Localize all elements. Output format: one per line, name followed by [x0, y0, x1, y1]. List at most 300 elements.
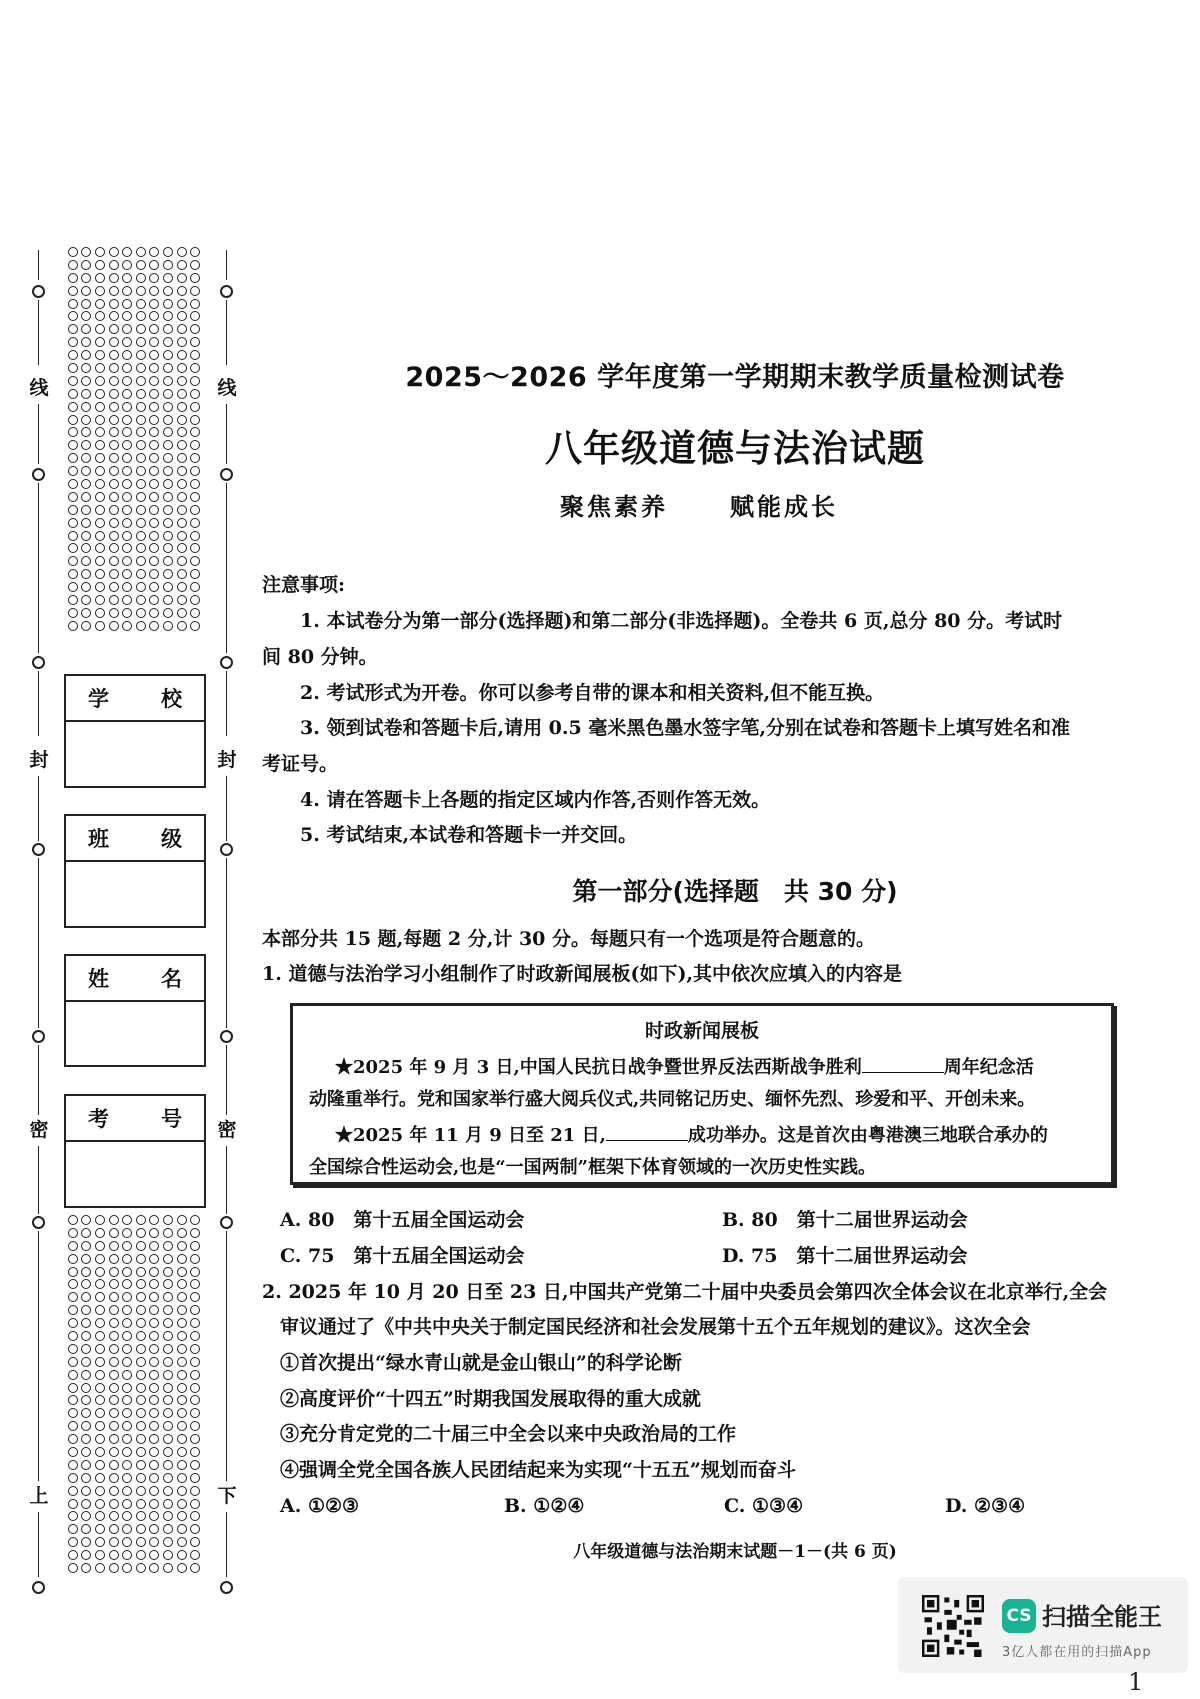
decorative-dot	[122, 350, 132, 360]
decorative-dot	[81, 1408, 91, 1418]
decorative-dot	[68, 299, 78, 309]
decorative-dot	[190, 273, 200, 283]
decorative-dot	[68, 543, 78, 553]
decorative-dot	[109, 1331, 119, 1341]
decorative-dot	[149, 505, 159, 515]
decorative-dot	[149, 479, 159, 489]
notice-title: 注意事项:	[262, 574, 346, 596]
decorative-dot	[109, 1228, 119, 1238]
camscanner-name: 扫描全能王	[1042, 1603, 1162, 1631]
decorative-dot	[136, 324, 146, 334]
decorative-dot	[177, 1499, 187, 1509]
decorative-dot	[68, 260, 78, 270]
decorative-dot	[163, 1395, 173, 1405]
decorative-dot	[109, 1486, 119, 1496]
decorative-dot	[68, 1370, 78, 1380]
binding-circle	[32, 1581, 45, 1594]
decorative-dot	[163, 531, 173, 541]
decorative-dot	[68, 324, 78, 334]
decorative-dot	[136, 1395, 146, 1405]
exam-number-field[interactable]	[64, 1094, 206, 1208]
decorative-dot	[68, 1460, 78, 1470]
decorative-dot	[95, 1305, 105, 1315]
decorative-dot	[163, 453, 173, 463]
decorative-dot	[81, 324, 91, 334]
decorative-dot	[190, 479, 200, 489]
decorative-dot	[95, 595, 105, 605]
binding-circle	[32, 656, 45, 669]
decorative-dot	[177, 1318, 187, 1328]
decorative-dot	[190, 1305, 200, 1315]
decorative-dot	[190, 608, 200, 618]
q1-option-c[interactable]: C. 75 第十五届全国运动会	[280, 1245, 525, 1267]
decorative-dot	[109, 621, 119, 631]
binding-line	[38, 1231, 39, 1481]
decorative-dot	[149, 1473, 159, 1483]
decorative-dot	[149, 453, 159, 463]
decorative-dot	[81, 518, 91, 528]
decorative-dot	[95, 1344, 105, 1354]
decorative-dot	[163, 1486, 173, 1496]
decorative-dot	[95, 273, 105, 283]
decorative-dot	[95, 363, 105, 373]
q1-option-d[interactable]: D. 75 第十二届世界运动会	[722, 1245, 968, 1267]
decorative-dot	[163, 1563, 173, 1573]
decorative-dot	[136, 427, 146, 437]
decorative-dot	[122, 273, 132, 283]
decorative-dot	[177, 324, 187, 334]
decorative-dot	[177, 1434, 187, 1444]
decorative-dot	[163, 1434, 173, 1444]
decorative-dot	[68, 311, 78, 321]
decorative-dot	[136, 466, 146, 476]
binding-circle	[220, 1581, 233, 1594]
decorative-dot	[95, 1524, 105, 1534]
decorative-dot	[122, 299, 132, 309]
decorative-dot	[177, 479, 187, 489]
decorative-dot	[177, 1267, 187, 1277]
decorative-dot	[136, 479, 146, 489]
binding-line	[226, 776, 227, 841]
binding-line	[38, 483, 39, 653]
notice-line-3: 3. 领到试卷和答题卡后,请用 0.5 毫米黑色墨水签字笔,分别在试卷和答题卡上填写姓名和准	[300, 717, 1070, 739]
decorative-dot	[136, 1215, 146, 1225]
decorative-dot	[122, 1434, 132, 1444]
decorative-dot	[190, 260, 200, 270]
decorative-dot	[136, 415, 146, 425]
decorative-dot	[68, 1447, 78, 1457]
decorative-dot	[81, 299, 91, 309]
q1-option-a[interactable]: A. 80 第十五届全国运动会	[280, 1209, 525, 1231]
decorative-dot	[122, 376, 132, 386]
decorative-dot	[122, 1215, 132, 1225]
decorative-dot	[149, 1421, 159, 1431]
decorative-dot	[149, 1331, 159, 1341]
decorative-dot	[95, 621, 105, 631]
binding-char-xia: 下	[217, 1485, 237, 1507]
decorative-dot	[95, 350, 105, 360]
decorative-dot	[149, 440, 159, 450]
decorative-dot	[109, 1370, 119, 1380]
decorative-dot	[177, 363, 187, 373]
decorative-dot	[177, 518, 187, 528]
q2-item-3: ③充分肯定党的二十届三中全会以来中央政治局的工作	[280, 1423, 737, 1445]
decorative-dot	[149, 1267, 159, 1277]
decorative-dot	[190, 337, 200, 347]
decorative-dot	[163, 1408, 173, 1418]
decorative-dot	[95, 1499, 105, 1509]
section-intro: 本部分共 15 题,每题 2 分,计 30 分。每题只有一个选项是符合题意的。	[262, 928, 876, 950]
decorative-dot	[163, 363, 173, 373]
school-label-a: 学	[88, 686, 109, 711]
decorative-dot	[190, 1537, 200, 1547]
decorative-dot	[109, 1215, 119, 1225]
decorative-dot	[136, 492, 146, 502]
decorative-dot	[122, 1331, 132, 1341]
decorative-dot	[136, 1228, 146, 1238]
decorative-dot	[136, 569, 146, 579]
decorative-dot	[177, 1383, 187, 1393]
decorative-dot	[68, 518, 78, 528]
decorative-dot	[81, 531, 91, 541]
decorative-dot	[68, 595, 78, 605]
decorative-dot	[136, 1331, 146, 1341]
decorative-dot	[163, 1473, 173, 1483]
decorative-dot	[68, 621, 78, 631]
decorative-dot-grid	[66, 247, 202, 631]
decorative-dot	[81, 1279, 91, 1289]
decorative-dot	[68, 1344, 78, 1354]
decorative-dot	[149, 531, 159, 541]
decorative-dot	[136, 260, 146, 270]
decorative-dot	[68, 1511, 78, 1521]
decorative-dot	[163, 1241, 173, 1251]
q1-option-b[interactable]: B. 80 第十二届世界运动会	[722, 1209, 968, 1231]
name-label-b: 名	[161, 966, 182, 991]
decorative-dot	[109, 415, 119, 425]
decorative-dot	[122, 311, 132, 321]
decorative-dot	[68, 1305, 78, 1315]
decorative-dot	[149, 569, 159, 579]
decorative-dot	[163, 440, 173, 450]
camscanner-logo-icon: CS	[1002, 1599, 1036, 1633]
decorative-dot	[163, 1370, 173, 1380]
binding-line	[38, 1146, 39, 1214]
decorative-dot	[190, 1383, 200, 1393]
decorative-dot	[136, 1563, 146, 1573]
decorative-dot	[122, 1344, 132, 1354]
decorative-dot	[95, 415, 105, 425]
scanner-watermark	[898, 1577, 1188, 1673]
decorative-dot	[163, 556, 173, 566]
decorative-dot	[177, 492, 187, 502]
decorative-dot	[163, 1331, 173, 1341]
binding-line	[38, 776, 39, 841]
decorative-dot	[109, 1499, 119, 1509]
decorative-dot	[190, 531, 200, 541]
decorative-dot	[149, 556, 159, 566]
decorative-dot	[190, 1511, 200, 1521]
binding-line	[226, 858, 227, 1028]
decorative-dot	[136, 1370, 146, 1380]
decorative-dot	[95, 247, 105, 257]
decorative-dot	[68, 1486, 78, 1496]
decorative-dot	[190, 1241, 200, 1251]
decorative-dot	[95, 1434, 105, 1444]
question-1-stem: 1. 道德与法治学习小组制作了时政新闻展板(如下),其中依次应填入的内容是	[262, 963, 903, 985]
binding-circle	[220, 1030, 233, 1043]
decorative-dot	[68, 1383, 78, 1393]
decorative-dot	[177, 1537, 187, 1547]
decorative-dot	[81, 1331, 91, 1341]
decorative-dot	[149, 1460, 159, 1470]
decorative-dot	[136, 1318, 146, 1328]
camscanner-tagline: 3亿人都在用的扫描App	[1002, 1645, 1152, 1660]
decorative-dot	[163, 1305, 173, 1315]
decorative-dot	[109, 453, 119, 463]
decorative-dot	[163, 260, 173, 270]
decorative-dot	[136, 299, 146, 309]
decorative-dot	[81, 389, 91, 399]
decorative-dot	[122, 247, 132, 257]
decorative-dot	[81, 247, 91, 257]
decorative-dot	[109, 505, 119, 515]
decorative-dot	[136, 1524, 146, 1534]
decorative-dot	[122, 1318, 132, 1328]
decorative-dot	[136, 1344, 146, 1354]
decorative-dot	[149, 415, 159, 425]
decorative-dot	[149, 337, 159, 347]
decorative-dot	[68, 569, 78, 579]
binding-char-feng: 封	[217, 749, 237, 771]
binding-circle	[32, 843, 45, 856]
decorative-dot	[109, 1408, 119, 1418]
binding-circle	[220, 285, 233, 298]
decorative-dot	[163, 402, 173, 412]
decorative-dot	[68, 1254, 78, 1264]
decorative-dot	[190, 543, 200, 553]
decorative-dot	[177, 1473, 187, 1483]
decorative-dot	[122, 1486, 132, 1496]
decorative-dot	[95, 1395, 105, 1405]
decorative-dot	[95, 299, 105, 309]
decorative-dot	[95, 531, 105, 541]
decorative-dot	[109, 1421, 119, 1431]
notice-line-3b: 考证号。	[262, 753, 339, 775]
decorative-dot	[163, 1460, 173, 1470]
q2-option-d[interactable]: D. ②③④	[945, 1495, 1026, 1517]
decorative-dot	[163, 1357, 173, 1367]
decorative-dot	[68, 376, 78, 386]
decorative-dot	[149, 595, 159, 605]
decorative-dot	[122, 1395, 132, 1405]
decorative-dot	[95, 453, 105, 463]
binding-line	[226, 250, 227, 280]
decorative-dot	[109, 1305, 119, 1315]
decorative-dot	[95, 1447, 105, 1457]
decorative-dot	[122, 1511, 132, 1521]
decorative-dot	[81, 1370, 91, 1380]
decorative-dot	[190, 1215, 200, 1225]
decorative-dot	[149, 402, 159, 412]
decorative-dot	[136, 1254, 146, 1264]
decorative-dot	[68, 247, 78, 257]
name-field[interactable]	[64, 954, 206, 1067]
decorative-dot	[177, 1331, 187, 1341]
decorative-dot	[81, 582, 91, 592]
decorative-dot	[95, 466, 105, 476]
decorative-dot	[109, 492, 119, 502]
notice-line-1b: 间 80 分钟。	[262, 646, 378, 668]
decorative-dot	[95, 1460, 105, 1470]
decorative-dot	[190, 518, 200, 528]
decorative-dot	[68, 273, 78, 283]
qr-code-icon	[922, 1595, 984, 1657]
decorative-dot	[68, 402, 78, 412]
decorative-dot	[122, 337, 132, 347]
decorative-dot	[163, 518, 173, 528]
q2-option-a[interactable]: A. ①②③	[280, 1495, 360, 1517]
decorative-dot	[149, 621, 159, 631]
decorative-dot	[109, 1254, 119, 1264]
decorative-dot	[109, 1383, 119, 1393]
decorative-dot	[190, 1473, 200, 1483]
decorative-dot	[81, 1228, 91, 1238]
q2-option-b[interactable]: B. ①②④	[504, 1495, 585, 1517]
decorative-dot	[122, 1563, 132, 1573]
binding-char-xian: 线	[217, 377, 237, 399]
binding-line	[38, 1512, 39, 1577]
decorative-dot	[190, 1279, 200, 1289]
decorative-dot	[95, 1267, 105, 1277]
decorative-dot	[122, 492, 132, 502]
decorative-dot	[95, 1292, 105, 1302]
decorative-dot	[163, 273, 173, 283]
decorative-dot	[95, 402, 105, 412]
decorative-dot	[68, 363, 78, 373]
class-field[interactable]	[64, 814, 206, 928]
decorative-dot	[177, 415, 187, 425]
decorative-dot	[149, 376, 159, 386]
decorative-dot	[136, 1447, 146, 1457]
decorative-dot	[68, 1421, 78, 1431]
decorative-dot	[136, 453, 146, 463]
decorative-dot	[81, 1267, 91, 1277]
decorative-dot	[122, 543, 132, 553]
decorative-dot	[177, 311, 187, 321]
decorative-dot	[190, 247, 200, 257]
decorative-dot	[81, 1563, 91, 1573]
exam-number-label-b: 号	[161, 1106, 182, 1131]
decorative-dot	[109, 376, 119, 386]
decorative-dot	[149, 582, 159, 592]
decorative-dot	[190, 299, 200, 309]
decorative-dot	[68, 556, 78, 566]
decorative-dot	[149, 1228, 159, 1238]
decorative-dot	[136, 1305, 146, 1315]
decorative-dot	[109, 389, 119, 399]
decorative-dot	[136, 363, 146, 373]
decorative-dot	[149, 1254, 159, 1264]
decorative-dot	[81, 453, 91, 463]
decorative-dot	[190, 1421, 200, 1431]
decorative-dot	[81, 1486, 91, 1496]
decorative-dot	[163, 1292, 173, 1302]
decorative-dot	[122, 1447, 132, 1457]
decorative-dot	[81, 1421, 91, 1431]
decorative-dot	[190, 311, 200, 321]
binding-circle	[220, 843, 233, 856]
decorative-dot	[95, 543, 105, 553]
notice-line-5: 5. 考试结束,本试卷和答题卡一并交回。	[300, 824, 638, 846]
decorative-dot	[68, 1563, 78, 1573]
decorative-dot	[109, 247, 119, 257]
decorative-dot	[109, 440, 119, 450]
decorative-dot	[68, 389, 78, 399]
decorative-dot	[177, 1228, 187, 1238]
decorative-dot	[68, 1473, 78, 1483]
decorative-dot	[109, 350, 119, 360]
decorative-dot	[122, 595, 132, 605]
decorative-dot	[95, 569, 105, 579]
decorative-dot	[68, 1331, 78, 1341]
decorative-dot	[177, 299, 187, 309]
decorative-dot	[122, 582, 132, 592]
decorative-dot	[122, 518, 132, 528]
binding-line	[38, 671, 39, 736]
decorative-dot	[68, 1279, 78, 1289]
decorative-dot	[177, 531, 187, 541]
decorative-dot	[68, 286, 78, 296]
binding-line	[226, 483, 227, 653]
decorative-dot	[109, 569, 119, 579]
decorative-dot	[149, 1215, 159, 1225]
decorative-dot	[109, 402, 119, 412]
decorative-dot	[68, 1267, 78, 1277]
decorative-dot	[190, 415, 200, 425]
decorative-dot	[177, 466, 187, 476]
decorative-dot	[190, 1524, 200, 1534]
decorative-dot	[163, 1537, 173, 1547]
decorative-dot	[109, 1279, 119, 1289]
decorative-dot	[68, 1215, 78, 1225]
decorative-dot	[95, 376, 105, 386]
decorative-dot	[81, 376, 91, 386]
decorative-dot	[149, 1241, 159, 1251]
decorative-dot	[68, 608, 78, 618]
decorative-dot	[190, 1318, 200, 1328]
decorative-dot	[122, 608, 132, 618]
decorative-dot	[149, 1395, 159, 1405]
decorative-dot	[68, 427, 78, 437]
answer-blank-2	[606, 1122, 688, 1141]
decorative-dot	[95, 492, 105, 502]
section-title: 第一部分(选择题 共 30 分)	[572, 877, 898, 906]
news-item-1-cont: 动隆重举行。党和国家举行盛大阅兵仪式,共同铭记历史、缅怀先烈、珍爱和平、开创未来。	[309, 1089, 1036, 1110]
decorative-dot	[122, 363, 132, 373]
decorative-dot	[177, 402, 187, 412]
decorative-dot	[177, 1254, 187, 1264]
answer-blank-1	[862, 1054, 944, 1073]
decorative-dot	[163, 582, 173, 592]
school-field[interactable]	[64, 674, 206, 788]
q2-option-c[interactable]: C. ①③④	[724, 1495, 804, 1517]
binding-char-shang: 上	[29, 1485, 49, 1507]
decorative-dot	[177, 247, 187, 257]
binding-char-mi: 密	[217, 1119, 237, 1141]
decorative-dot	[95, 1215, 105, 1225]
binding-circle	[220, 1216, 233, 1229]
